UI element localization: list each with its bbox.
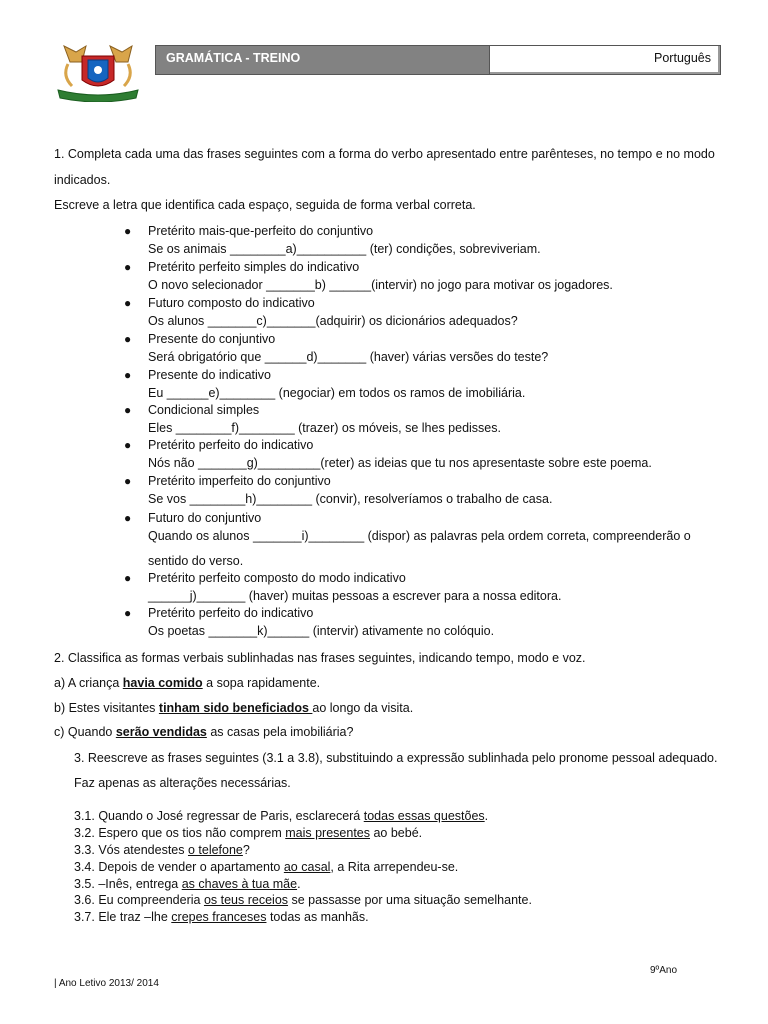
q1-item-sentence: Eles ________f)________ (trazer) os móveis, se lhes pedisses. xyxy=(148,421,501,435)
q1-item-tense: Pretérito perfeito do indicativo xyxy=(148,606,314,620)
bullet-icon: ● xyxy=(124,260,132,274)
q3-item xyxy=(74,826,422,840)
bullet-icon: ● xyxy=(124,332,132,346)
bullet-icon: ● xyxy=(124,606,132,620)
q3-item-pre: 3.6. Eu compreenderia xyxy=(74,893,204,907)
q3-item-pre: 3.4. Depois de vender o apartamento xyxy=(74,860,284,874)
q3-item-post: , a Rita arrependeu-se. xyxy=(330,860,459,874)
q2-b-pre: b) Estes visitantes xyxy=(54,701,159,715)
bullet-icon: ● xyxy=(124,511,132,525)
q3-item-underlined: ao casal xyxy=(283,860,331,874)
q1-item-tense: Presente do indicativo xyxy=(148,368,271,382)
q3-item-pre: 3.1. Quando o José regressar de Paris, esclarecerá xyxy=(74,809,364,823)
bullet-icon: ● xyxy=(124,368,132,382)
bullet-icon: ● xyxy=(124,474,132,488)
q3-item-underlined: as chaves à tua mãe xyxy=(181,877,298,891)
q2-c-post: as casas pela imobiliária? xyxy=(206,725,354,739)
q3-item-pre: 3.2. Espero que os tios não comprem xyxy=(74,826,286,840)
bullet-icon: ● xyxy=(124,224,132,238)
q1-item-sentence: Os alunos _______c)_______(adquirir) os dicionários adequados? xyxy=(148,314,518,328)
q2-b-verb: tinham sido beneficiados xyxy=(158,701,313,715)
q1-intro-line2: indicados. xyxy=(54,173,111,187)
q3-item xyxy=(74,877,301,891)
bullet-icon: ● xyxy=(124,438,132,452)
q1-item-sentence: Eu ______e)________ (negociar) em todos os ramos de imobiliária. xyxy=(148,386,526,400)
q1-item-sentence: Quando os alunos _______i)________ (dispor) as palavras pela ordem correta, compreenderão o xyxy=(148,529,691,543)
bullet-icon: ● xyxy=(124,571,132,585)
q2-c-pre: c) Quando xyxy=(54,725,116,739)
q3-item xyxy=(74,843,250,857)
q1-item-tense: Futuro do conjuntivo xyxy=(148,511,262,525)
q2-intro: 2. Classifica as formas verbais sublinhadas nas frases seguintes, indicando tempo, modo e voz. xyxy=(54,651,586,665)
q3-item xyxy=(74,860,458,874)
q3-intro-line1: 3. Reescreve as frases seguintes (3.1 a 3.8), substituindo a expressão sublinhada pelo pronome pessoal adequado. xyxy=(74,751,718,765)
q1-item-tense: Condicional simples xyxy=(148,403,260,417)
q1-item-tense: Pretérito mais-que-perfeito do conjuntivo xyxy=(148,224,374,238)
q2-item-a xyxy=(54,676,320,690)
header-subject: Português xyxy=(489,46,720,74)
q3-item xyxy=(74,910,369,924)
q1-item-sentence: Se os animais ________a)__________ (ter) condições, sobreviveriam. xyxy=(148,242,541,256)
q1-item-sentence: ______j)_______ (haver) muitas pessoas a escrever para a nossa editora. xyxy=(148,589,562,603)
q3-item xyxy=(74,893,532,907)
q1-item-sentence: Será obrigatório que ______d)_______ (haver) várias versões do teste? xyxy=(148,350,549,364)
q3-item-pre: 3.5. –Inês, entrega xyxy=(74,877,182,891)
q3-item-post: . xyxy=(297,877,301,891)
header-title: GRAMÁTICA - TREINO xyxy=(156,46,489,74)
q3-item-post: ao bebé. xyxy=(370,826,423,840)
q1-item-sentence: Os poetas _______k)______ (intervir) ativamente no colóquio. xyxy=(148,624,495,638)
q3-item-pre: 3.7. Ele traz –lhe xyxy=(74,910,172,924)
q3-item-post: todas as manhãs. xyxy=(266,910,369,924)
q1-item-tense: Pretérito perfeito simples do indicativo xyxy=(148,260,360,274)
q1-item-tense: Pretérito imperfeito do conjuntivo xyxy=(148,474,331,488)
q2-a-post: a sopa rapidamente. xyxy=(202,676,321,690)
q3-item xyxy=(74,809,488,823)
q3-intro-line2: Faz apenas as alterações necessárias. xyxy=(74,776,291,790)
bullet-icon: ● xyxy=(124,296,132,310)
q2-a-pre: a) A criança xyxy=(54,676,123,690)
q1-item-tense: Pretérito perfeito do indicativo xyxy=(148,438,314,452)
q3-item-post: . xyxy=(484,809,489,823)
q1-item-tense: Presente do conjuntivo xyxy=(148,332,276,346)
footer-grade: 9ºAno xyxy=(650,965,678,976)
school-logo xyxy=(52,40,144,102)
q3-item-pre: 3.3. Vós atendestes xyxy=(74,843,188,857)
q1-item-sentence: Se vos ________h)________ (convir), resolveríamos o trabalho de casa. xyxy=(148,492,553,506)
q3-item-underlined: crepes franceses xyxy=(171,910,267,924)
q1-instruction: Escreve a letra que identifica cada espaço, seguida de forma verbal correta. xyxy=(54,198,476,212)
q2-a-verb: havia comido xyxy=(122,676,203,690)
q1-item-sentence: Nós não _______g)_________(reter) as ideias que tu nos apresentaste sobre este poema. xyxy=(148,456,652,470)
q3-item-underlined: os teus receios xyxy=(203,893,289,907)
q1-intro-line1: 1. Completa cada uma das frases seguintes com a forma do verbo apresentado entre parênteses, no tempo e no modo xyxy=(54,147,715,161)
q1-item-tense: Futuro composto do indicativo xyxy=(148,296,315,310)
q3-item-post: se passasse por uma situação semelhante. xyxy=(288,893,532,907)
footer-year: | Ano Letivo 2013/ 2014 xyxy=(54,978,159,989)
q2-c-verb: serão vendidas xyxy=(115,725,207,739)
q3-item-underlined: todas essas questões xyxy=(363,809,485,823)
q1-item-sentence: O novo selecionador _______b) ______(intervir) no jogo para motivar os jogadores. xyxy=(148,278,613,292)
q2-item-c xyxy=(54,725,353,739)
q2-b-post: ao longo da visita. xyxy=(312,701,414,715)
q3-item-underlined: o telefone xyxy=(187,843,243,857)
q3-item-post: ? xyxy=(242,843,250,857)
q1-item-sentence-cont: sentido do verso. xyxy=(148,554,244,568)
q3-item-underlined: mais presentes xyxy=(285,826,370,840)
header-bar xyxy=(155,45,721,75)
bullet-icon: ● xyxy=(124,403,132,417)
q1-item-tense: Pretérito perfeito composto do modo indicativo xyxy=(148,571,406,585)
q2-item-b xyxy=(54,701,413,715)
